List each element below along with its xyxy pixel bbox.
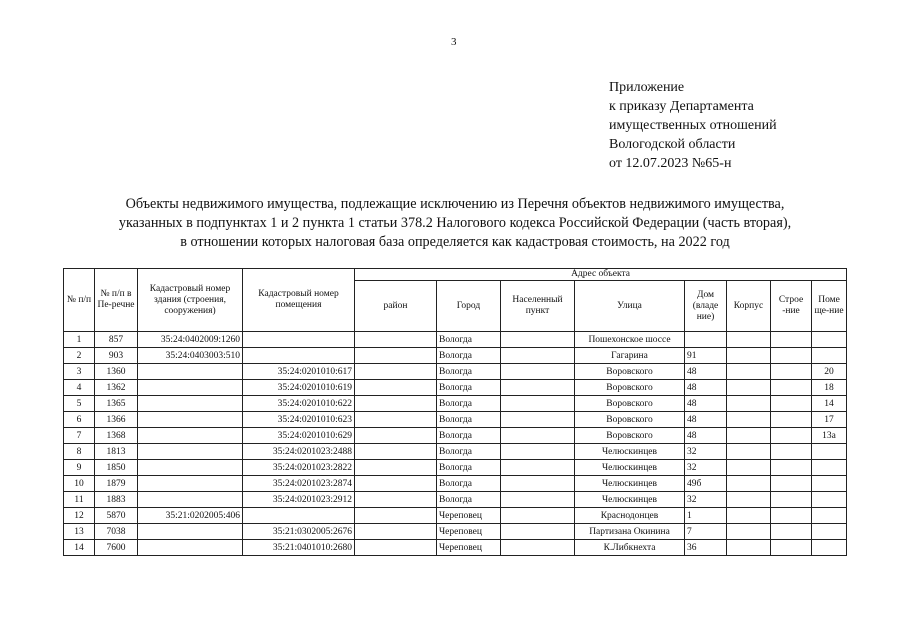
cell-premise: 35:24:0201010:629 xyxy=(243,428,355,444)
cell-district xyxy=(355,348,437,364)
cell-pomeschenie xyxy=(812,508,847,524)
table-row xyxy=(64,332,847,348)
cell-num: 14 xyxy=(64,540,95,556)
cell-district xyxy=(355,428,437,444)
table-row xyxy=(64,476,847,492)
cell-korpus xyxy=(727,380,771,396)
table-row xyxy=(64,492,847,508)
cell-pomeschenie: 14 xyxy=(812,396,847,412)
cell-house: 48 xyxy=(685,364,727,380)
cell-house: 48 xyxy=(685,380,727,396)
cell-pomeschenie: 13а xyxy=(812,428,847,444)
cell-district xyxy=(355,380,437,396)
cell-city: Вологда xyxy=(437,364,501,380)
cell-pomeschenie xyxy=(812,492,847,508)
cell-korpus xyxy=(727,540,771,556)
cell-premise xyxy=(243,332,355,348)
cell-locality xyxy=(501,412,575,428)
cell-stroenie xyxy=(771,380,812,396)
cell-pomeschenie xyxy=(812,348,847,364)
cell-stroenie xyxy=(771,412,812,428)
cell-num: 9 xyxy=(64,460,95,476)
document-title xyxy=(60,195,850,252)
cell-street: Воровского xyxy=(575,364,685,380)
cell-building xyxy=(138,460,243,476)
cell-list-num: 7600 xyxy=(95,540,138,556)
cell-korpus xyxy=(727,412,771,428)
cell-building xyxy=(138,524,243,540)
cell-pomeschenie: 18 xyxy=(812,380,847,396)
cell-list-num: 1883 xyxy=(95,492,138,508)
cell-district xyxy=(355,396,437,412)
cell-building: 35:24:0402009:1260 xyxy=(138,332,243,348)
cell-list-num: 1879 xyxy=(95,476,138,492)
cell-district xyxy=(355,540,437,556)
cell-premise: 35:24:0201023:2822 xyxy=(243,460,355,476)
cell-stroenie xyxy=(771,492,812,508)
cell-pomeschenie: 20 xyxy=(812,364,847,380)
cell-locality xyxy=(501,540,575,556)
cell-building xyxy=(138,540,243,556)
cell-city: Вологда xyxy=(437,428,501,444)
cell-premise: 35:24:0201010:622 xyxy=(243,396,355,412)
cell-street: Челюскинцев xyxy=(575,476,685,492)
cell-city: Вологда xyxy=(437,332,501,348)
cell-street: Челюскинцев xyxy=(575,444,685,460)
cell-korpus xyxy=(727,444,771,460)
cell-house: 1 xyxy=(685,508,727,524)
cell-house: 32 xyxy=(685,492,727,508)
cell-list-num: 1813 xyxy=(95,444,138,460)
page-number: 3 xyxy=(451,36,457,48)
appendix-block xyxy=(609,78,777,173)
header-locality: Населенный пункт xyxy=(501,281,575,332)
cell-locality xyxy=(501,396,575,412)
cell-korpus xyxy=(727,348,771,364)
table-row xyxy=(64,348,847,364)
cell-pomeschenie xyxy=(812,444,847,460)
header-street: Улица xyxy=(575,281,685,332)
cell-locality xyxy=(501,524,575,540)
cell-house: 36 xyxy=(685,540,727,556)
cell-stroenie xyxy=(771,508,812,524)
cell-premise: 35:24:0201010:617 xyxy=(243,364,355,380)
cell-premise: 35:24:0201023:2874 xyxy=(243,476,355,492)
header-korpus: Корпус xyxy=(727,281,771,332)
cell-house: 32 xyxy=(685,460,727,476)
cell-locality xyxy=(501,460,575,476)
appendix-line: Приложение xyxy=(609,80,685,95)
cell-locality xyxy=(501,332,575,348)
cell-building xyxy=(138,428,243,444)
title-line: указанных в подпунктах 1 и 2 пункта 1 статьи 378.2 Налогового кодекса Российской Федерации (часть вторая), xyxy=(118,215,792,231)
cell-premise: 35:24:0201010:619 xyxy=(243,380,355,396)
appendix-line: к приказу Департамента xyxy=(609,99,754,114)
cell-city: Вологда xyxy=(437,348,501,364)
cell-city: Вологда xyxy=(437,444,501,460)
header-num: № п/п xyxy=(64,269,95,332)
appendix-line: имущественных отношений xyxy=(609,118,777,133)
table-row xyxy=(64,396,847,412)
header-district: район xyxy=(355,281,437,332)
cell-locality xyxy=(501,492,575,508)
cell-building xyxy=(138,412,243,428)
cell-list-num: 1365 xyxy=(95,396,138,412)
cell-district xyxy=(355,444,437,460)
cell-building: 35:21:0202005:406 xyxy=(138,508,243,524)
cell-street: Челюскинцев xyxy=(575,460,685,476)
cell-district xyxy=(355,508,437,524)
cell-stroenie xyxy=(771,460,812,476)
cell-city: Вологда xyxy=(437,492,501,508)
cell-num: 3 xyxy=(64,364,95,380)
cell-district xyxy=(355,332,437,348)
table-row xyxy=(64,540,847,556)
cell-district xyxy=(355,412,437,428)
cell-pomeschenie: 17 xyxy=(812,412,847,428)
cell-street: Партизана Окинина xyxy=(575,524,685,540)
header-city: Город xyxy=(437,281,501,332)
cell-street: Воровского xyxy=(575,412,685,428)
header-building-cadastral: Кадастровый номер здания (строения, сооружения) xyxy=(138,269,243,332)
cell-list-num: 1366 xyxy=(95,412,138,428)
cell-district xyxy=(355,492,437,508)
cell-list-num: 1362 xyxy=(95,380,138,396)
cell-city: Череповец xyxy=(437,508,501,524)
table-row xyxy=(64,460,847,476)
cell-pomeschenie xyxy=(812,476,847,492)
table-row xyxy=(64,508,847,524)
cell-premise: 35:24:0201023:2488 xyxy=(243,444,355,460)
cell-locality xyxy=(501,508,575,524)
cell-korpus xyxy=(727,428,771,444)
cell-premise: 35:21:0302005:2676 xyxy=(243,524,355,540)
cell-city: Вологда xyxy=(437,460,501,476)
table-row xyxy=(64,444,847,460)
cell-district xyxy=(355,524,437,540)
cell-locality xyxy=(501,380,575,396)
cell-city: Череповец xyxy=(437,540,501,556)
cell-premise xyxy=(243,508,355,524)
cell-pomeschenie xyxy=(812,540,847,556)
cell-num: 11 xyxy=(64,492,95,508)
cell-street: Воровского xyxy=(575,428,685,444)
cell-stroenie xyxy=(771,428,812,444)
cell-building xyxy=(138,476,243,492)
cell-korpus xyxy=(727,492,771,508)
header-premise-cadastral: Кадастровый номер помещения xyxy=(243,269,355,332)
cell-street: Челюскинцев xyxy=(575,492,685,508)
cell-stroenie xyxy=(771,364,812,380)
cell-list-num: 1368 xyxy=(95,428,138,444)
cell-house: 48 xyxy=(685,412,727,428)
cell-premise: 35:21:0401010:2680 xyxy=(243,540,355,556)
header-list-num: № п/п в Пе-речне xyxy=(95,269,138,332)
cell-num: 2 xyxy=(64,348,95,364)
cell-city: Вологда xyxy=(437,396,501,412)
cell-street: Воровского xyxy=(575,380,685,396)
cell-pomeschenie xyxy=(812,460,847,476)
cell-premise: 35:24:0201010:623 xyxy=(243,412,355,428)
cell-city: Вологда xyxy=(437,380,501,396)
cell-num: 12 xyxy=(64,508,95,524)
cell-korpus xyxy=(727,460,771,476)
cell-stroenie xyxy=(771,332,812,348)
cell-list-num: 5870 xyxy=(95,508,138,524)
title-line: в отношении которых налоговая база определяется как кадастровая стоимость, на 2022 год xyxy=(180,234,730,250)
cell-list-num: 903 xyxy=(95,348,138,364)
cell-street: Воровского xyxy=(575,396,685,412)
table-row xyxy=(64,428,847,444)
cell-num: 10 xyxy=(64,476,95,492)
cell-locality xyxy=(501,476,575,492)
cell-city: Череповец xyxy=(437,524,501,540)
cell-street: Гагарина xyxy=(575,348,685,364)
cell-pomeschenie xyxy=(812,524,847,540)
cell-num: 6 xyxy=(64,412,95,428)
cell-house: 91 xyxy=(685,348,727,364)
cell-building xyxy=(138,492,243,508)
cell-house xyxy=(685,332,727,348)
cell-stroenie xyxy=(771,476,812,492)
cell-num: 13 xyxy=(64,524,95,540)
cell-street: Пошехонское шоссе xyxy=(575,332,685,348)
header-stroenie: Строе -ние xyxy=(771,281,812,332)
cell-num: 4 xyxy=(64,380,95,396)
cell-house: 49б xyxy=(685,476,727,492)
title-line: Объекты недвижимого имущества, подлежащие исключению из Перечня объектов недвижимого имущества, xyxy=(125,196,785,212)
cell-korpus xyxy=(727,396,771,412)
cell-list-num: 7038 xyxy=(95,524,138,540)
cell-korpus xyxy=(727,524,771,540)
cell-locality xyxy=(501,444,575,460)
cell-stroenie xyxy=(771,524,812,540)
cell-street: Краснодонцев xyxy=(575,508,685,524)
cell-korpus xyxy=(727,364,771,380)
cell-district xyxy=(355,364,437,380)
objects-table xyxy=(63,268,847,556)
cell-korpus xyxy=(727,332,771,348)
cell-building xyxy=(138,364,243,380)
appendix-line: от 12.07.2023 №65-н xyxy=(609,156,732,171)
cell-house: 7 xyxy=(685,524,727,540)
cell-list-num: 1850 xyxy=(95,460,138,476)
cell-num: 7 xyxy=(64,428,95,444)
cell-stroenie xyxy=(771,396,812,412)
cell-city: Вологда xyxy=(437,476,501,492)
cell-district xyxy=(355,476,437,492)
cell-korpus xyxy=(727,476,771,492)
cell-building xyxy=(138,444,243,460)
cell-building xyxy=(138,380,243,396)
cell-district xyxy=(355,460,437,476)
table-row xyxy=(64,412,847,428)
cell-num: 5 xyxy=(64,396,95,412)
table-row xyxy=(64,380,847,396)
cell-list-num: 857 xyxy=(95,332,138,348)
cell-building: 35:24:0403003:510 xyxy=(138,348,243,364)
header-pomeschenie: Поме ще-ние xyxy=(812,281,847,332)
cell-street: К.Либкнехта xyxy=(575,540,685,556)
cell-city: Вологда xyxy=(437,412,501,428)
cell-premise: 35:24:0201023:2912 xyxy=(243,492,355,508)
cell-num: 8 xyxy=(64,444,95,460)
cell-num: 1 xyxy=(64,332,95,348)
cell-building xyxy=(138,396,243,412)
cell-locality xyxy=(501,348,575,364)
cell-stroenie xyxy=(771,348,812,364)
cell-house: 32 xyxy=(685,444,727,460)
cell-korpus xyxy=(727,508,771,524)
cell-pomeschenie xyxy=(812,332,847,348)
table-row xyxy=(64,524,847,540)
cell-stroenie xyxy=(771,444,812,460)
cell-premise xyxy=(243,348,355,364)
table-row xyxy=(64,364,847,380)
header-address-group: Адрес объекта xyxy=(355,269,847,281)
cell-house: 48 xyxy=(685,396,727,412)
cell-locality xyxy=(501,364,575,380)
cell-stroenie xyxy=(771,540,812,556)
appendix-line: Вологодской области xyxy=(609,137,736,152)
header-house: Дом (владе ние) xyxy=(685,281,727,332)
cell-house: 48 xyxy=(685,428,727,444)
cell-list-num: 1360 xyxy=(95,364,138,380)
cell-locality xyxy=(501,428,575,444)
